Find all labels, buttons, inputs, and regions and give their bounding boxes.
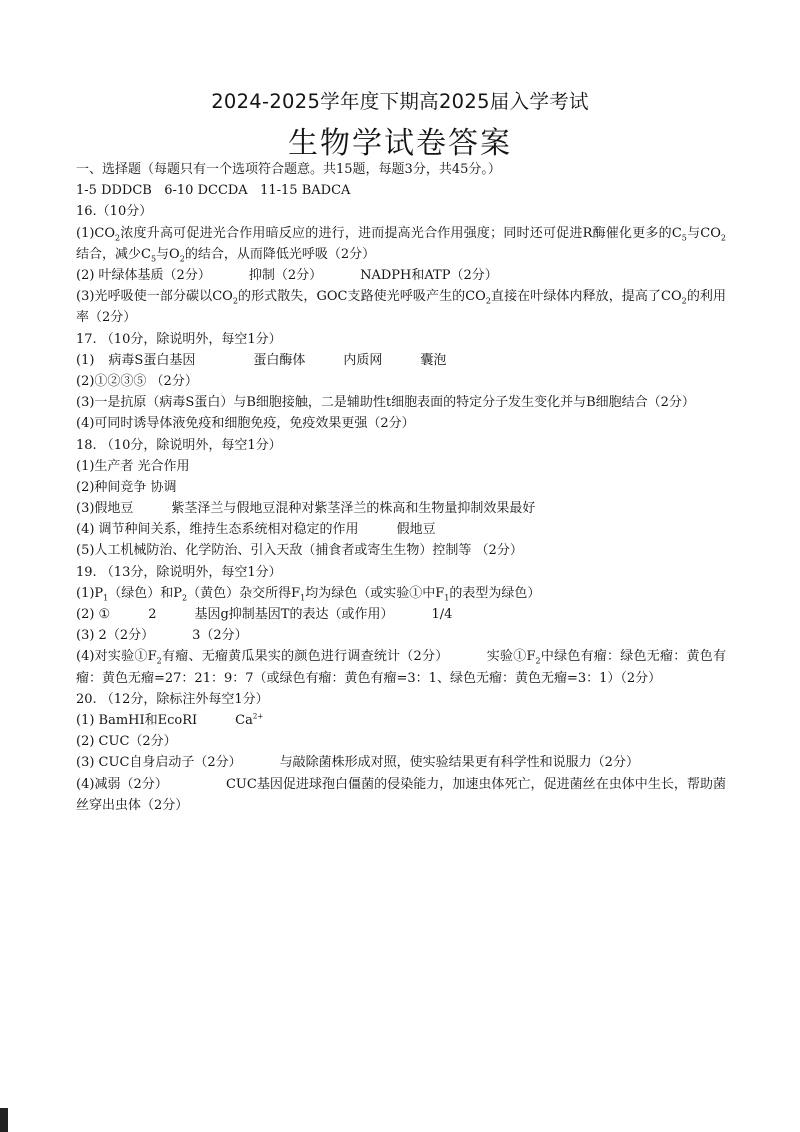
q20-answer-4: (4)减弱（2分） CUC基因促进球孢白僵菌的侵染能力，加速虫体死亡，促进菌丝在虫体中生长，帮助菌丝穿出虫体（2分） [76,776,727,813]
q17-answer-2: (2)①②③⑤ （2分） [76,373,198,389]
q17-answer-1: (1) 病毒S蛋白基因 蛋白酶体 内质网 囊泡 [76,352,447,368]
q16-answer-2: (2) 叶绿体基质（2分） 抑制（2分） NADPH和ATP（2分） [76,267,498,283]
q18-answer-2: (2)种间竞争 协调 [76,479,177,495]
q19-answer-4: (4)对实验$①F_2$有瘤、无瘤黄瓜果实的颜色进行调查统计（2分） 实验$①F_2$中绿色有瘤：绿色无瘤：黄色有瘤：黄色无瘤=27：21：9：7（或绿色有瘤：黄色有瘤=3：1、绿色无瘤：黄色无瘤=3：1）（2分） [76,649,726,686]
q20-answer-1: (1) BamHⅠ和EcoRⅠ $Ca^{2+}$ [76,712,264,728]
q18-answer-1: (1)生产者 光合作用 [76,458,190,474]
q20-answer-3: (3) CUC自身启动子（2分） 与敲除菌株形成对照，使实验结果更有科学性和说服力（2分） [76,755,639,771]
q16-answer-1: $(1)CO_2$浓度升高可促进光合作用暗反应的进行，进而提高光合作用强度；同时还可促进R酶催化更多的$C_5$与$CO_2$结合，减少$C_5$与$O_2$的结合，从而降低光呼吸（2分） [76,225,726,264]
q16-answer-3: (3)光呼吸使一部分碳以$CO_2$的形式散失，GOC支路使光呼吸产生的$CO_2$直接在叶绿体内释放，提高了$CO_2$的利用率（2分） [76,289,726,326]
q20-answer-2: (2) CUC（2分） [76,734,177,750]
edge-scan-mark [0,1108,8,1132]
q18-heading: 18. （10分，除说明外，每空1分） [76,437,282,453]
exam-title: 2024-2025学年度下期高2025届入学考试 [211,90,589,113]
q19-answer-2: (2) ① 2 基因g抑制基因T的表达（或作用） 1/4 [76,607,453,623]
q16-heading: 16.（10分） [76,204,153,220]
q17-heading: 17. （10分，除说明外，每空1分） [76,331,282,347]
answer-key-title: 生物学试卷答案 [288,126,512,161]
q19-answer-1: $(1)P_1$（绿色）和$P_2$（黄色）杂交所得$F_1$均为绿色（或实验①中$F_1$的表型为绿色） [76,585,541,603]
q20-heading: 20. （12分，除标注外每空1分） [76,691,269,707]
answer-body [76,159,726,816]
section1-heading: 一、选择题（每题只有一个选项符合题意。共15题，每题3分，共45分。） [76,162,501,177]
q17-answer-3: (3)一是抗原（病毒S蛋白）与B细胞接触，二是辅助性t细胞表面的特定分子发生变化并与B细胞结合（2分） [76,395,695,411]
q17-answer-4: (4)可同时诱导体液免疫和细胞免疫，免疫效果更强（2分） [76,416,415,432]
q18-answer-4: (4) 调节种间关系，维持生态系统相对稳定的作用 假地豆 [76,522,436,538]
q19-answer-3: (3) 2（2分） 3（2分） [76,628,248,644]
q18-answer-3: (3)假地豆 紫茎泽兰与假地豆混种对紫茎泽兰的株高和生物量抑制效果最好 [76,501,536,517]
choice-answers: 1-5 DDDCB 6-10 DCCDA 11-15 BADCA [76,183,351,199]
q19-heading: 19. （13分，除说明外，每空1分） [76,564,282,580]
q18-answer-5: (5)人工机械防治、化学防治、引入天敌（捕食者或寄生生物）控制等 （2分） [76,543,523,559]
